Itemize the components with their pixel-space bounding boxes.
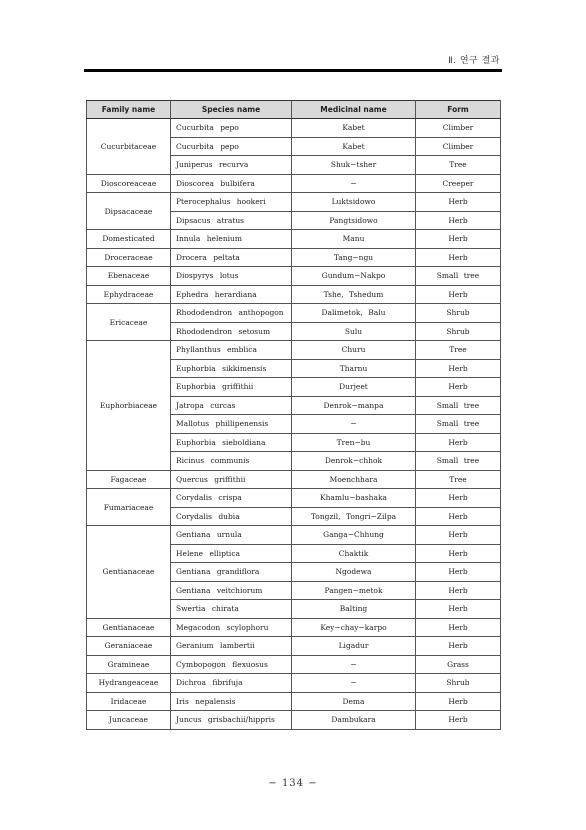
form-cell: Tree	[416, 156, 501, 175]
form-cell: Herb	[416, 433, 501, 452]
species-cell: Cucurbita pepo	[171, 137, 292, 156]
form-cell: Climber	[416, 119, 501, 138]
medicinal-name-cell: Tang−ngu	[292, 248, 416, 267]
table-row	[87, 341, 501, 360]
family-cell: Dipsacaceae	[87, 193, 171, 230]
column-header-form: Form	[416, 101, 501, 119]
family-cell: Fagaceae	[87, 470, 171, 489]
medicinal-name-cell: Khamlu−bashaka	[292, 489, 416, 508]
form-cell: Shrub	[416, 322, 501, 341]
form-cell: Herb	[416, 230, 501, 249]
form-cell: Herb	[416, 544, 501, 563]
family-cell: Ephydraceae	[87, 285, 171, 304]
form-cell: Small tree	[416, 452, 501, 471]
species-cell: Dioscorea bulbifera	[171, 174, 292, 193]
form-cell: Herb	[416, 526, 501, 545]
medicinal-name-cell: −	[292, 415, 416, 434]
table-row	[87, 285, 501, 304]
species-cell: Quercus griffithii	[171, 470, 292, 489]
section-header: Ⅱ. 연구 결과	[448, 56, 500, 66]
family-cell: Juncaceae	[87, 711, 171, 730]
form-cell: Herb	[416, 211, 501, 230]
family-cell: Droceraceae	[87, 248, 171, 267]
form-cell: Herb	[416, 489, 501, 508]
species-cell: Gentiana grandiflora	[171, 563, 292, 582]
medicinal-name-cell: Dalimetok, Balu	[292, 304, 416, 323]
medicinal-name-cell: Key−chay−karpo	[292, 618, 416, 637]
species-cell: Mallotus phillipenensis	[171, 415, 292, 434]
medicinal-name-cell: Pangtsidowo	[292, 211, 416, 230]
medicinal-name-cell: Chaktik	[292, 544, 416, 563]
species-cell: Euphorbia sikkimensis	[171, 359, 292, 378]
form-cell: Herb	[416, 359, 501, 378]
form-cell: Herb	[416, 563, 501, 582]
form-cell: Climber	[416, 137, 501, 156]
species-cell: Iris nepalensis	[171, 692, 292, 711]
medicinal-name-cell: Dambukara	[292, 711, 416, 730]
medicinal-name-cell: Sulu	[292, 322, 416, 341]
table-row	[87, 230, 501, 249]
table-row	[87, 267, 501, 286]
page-number: − 134 −	[268, 778, 318, 789]
medicinal-name-cell: Balting	[292, 600, 416, 619]
form-cell: Herb	[416, 285, 501, 304]
species-cell: Corydalis dubia	[171, 507, 292, 526]
medicinal-name-cell: Durjeet	[292, 378, 416, 397]
form-cell: Herb	[416, 692, 501, 711]
species-cell: Dipsacus atratus	[171, 211, 292, 230]
family-cell: Geraniaceae	[87, 637, 171, 656]
form-cell: Herb	[416, 248, 501, 267]
family-cell: Dioscoreaceae	[87, 174, 171, 193]
form-cell: Small tree	[416, 415, 501, 434]
medicinal-name-cell: Manu	[292, 230, 416, 249]
species-cell: Juncus grisbachii/hippris	[171, 711, 292, 730]
medicinal-name-cell: Gundum−Nakpo	[292, 267, 416, 286]
medicinal-name-cell: Kabet	[292, 119, 416, 138]
species-cell: Diospyrys lotus	[171, 267, 292, 286]
medicinal-name-cell: Ngodewa	[292, 563, 416, 582]
medicinal-name-cell: −	[292, 174, 416, 193]
species-cell: Phyllanthus emblica	[171, 341, 292, 360]
table-row	[87, 489, 501, 508]
table-row	[87, 526, 501, 545]
species-cell: Drocera peltata	[171, 248, 292, 267]
medicinal-name-cell: Tshe, Tshedum	[292, 285, 416, 304]
medicinal-plants-table	[86, 100, 501, 730]
species-cell: Innula helenium	[171, 230, 292, 249]
family-cell: Hydrangeaceae	[87, 674, 171, 693]
form-cell: Grass	[416, 655, 501, 674]
form-cell: Tree	[416, 341, 501, 360]
species-cell: Jatropa curcas	[171, 396, 292, 415]
table-row	[87, 248, 501, 267]
medicinal-name-cell: Ganga−Chhung	[292, 526, 416, 545]
table-row	[87, 174, 501, 193]
species-cell: Helene elliptica	[171, 544, 292, 563]
medicinal-name-cell: Ligadur	[292, 637, 416, 656]
form-cell: Shrub	[416, 304, 501, 323]
medicinal-name-cell: Moenchhara	[292, 470, 416, 489]
column-header-family: Family name	[87, 101, 171, 119]
family-cell: Gentianaceae	[87, 526, 171, 619]
form-cell: Herb	[416, 711, 501, 730]
header-rule	[84, 69, 502, 72]
species-cell: Ephedra herardiana	[171, 285, 292, 304]
table-row	[87, 304, 501, 323]
medicinal-name-cell: Kabet	[292, 137, 416, 156]
table-row	[87, 711, 501, 730]
medicinal-name-cell: −	[292, 674, 416, 693]
medicinal-name-cell: Denrok−manpa	[292, 396, 416, 415]
medicinal-name-cell: Pangen−metok	[292, 581, 416, 600]
medicinal-name-cell: −	[292, 655, 416, 674]
species-cell: Euphorbia sieboldiana	[171, 433, 292, 452]
species-cell: Dichroa fibrifuja	[171, 674, 292, 693]
table-row	[87, 119, 501, 138]
form-cell: Herb	[416, 600, 501, 619]
column-header-species: Species name	[171, 101, 292, 119]
species-cell: Ricinus communis	[171, 452, 292, 471]
table-row	[87, 692, 501, 711]
form-cell: Creeper	[416, 174, 501, 193]
table-row	[87, 193, 501, 212]
medicinal-name-cell: Tharnu	[292, 359, 416, 378]
form-cell: Tree	[416, 470, 501, 489]
family-cell: Domesticated	[87, 230, 171, 249]
form-cell: Herb	[416, 507, 501, 526]
medicinal-name-cell: Shuk−tsher	[292, 156, 416, 175]
column-header-medicinal: Medicinal name	[292, 101, 416, 119]
medicinal-name-cell: Tren−bu	[292, 433, 416, 452]
medicinal-name-cell: Denrok−chhok	[292, 452, 416, 471]
table-header-row	[87, 101, 501, 119]
table-row	[87, 470, 501, 489]
medicinal-name-cell: Luktsidowo	[292, 193, 416, 212]
table-row	[87, 637, 501, 656]
family-cell: Fumariaceae	[87, 489, 171, 526]
medicinal-name-cell: Dema	[292, 692, 416, 711]
family-cell: Gentianaceae	[87, 618, 171, 637]
table-row	[87, 655, 501, 674]
family-cell: Cucurbitaceae	[87, 119, 171, 175]
species-cell: Euphorbia griffithii	[171, 378, 292, 397]
species-cell: Cucurbita pepo	[171, 119, 292, 138]
form-cell: Herb	[416, 637, 501, 656]
species-cell: Juniperus recurva	[171, 156, 292, 175]
family-cell: Ebenaceae	[87, 267, 171, 286]
family-cell: Gramineae	[87, 655, 171, 674]
form-cell: Herb	[416, 581, 501, 600]
form-cell: Small tree	[416, 267, 501, 286]
species-cell: Megacodon scylophoru	[171, 618, 292, 637]
form-cell: Herb	[416, 193, 501, 212]
table-body	[87, 119, 501, 730]
species-cell: Swertia chirata	[171, 600, 292, 619]
family-cell: Ericaceae	[87, 304, 171, 341]
form-cell: Herb	[416, 618, 501, 637]
species-cell: Geranium lambertii	[171, 637, 292, 656]
species-cell: Rhododendron setosum	[171, 322, 292, 341]
family-cell: Euphorbiaceae	[87, 341, 171, 471]
medicinal-name-cell: Tongzil, Tongri−Zilpa	[292, 507, 416, 526]
species-cell: Rhododendron anthopogon	[171, 304, 292, 323]
table-row	[87, 674, 501, 693]
form-cell: Herb	[416, 378, 501, 397]
species-cell: Pterocephalus hookeri	[171, 193, 292, 212]
medicinal-name-cell: Churu	[292, 341, 416, 360]
species-cell: Cymbopogon flexuosus	[171, 655, 292, 674]
form-cell: Small tree	[416, 396, 501, 415]
species-cell: Gentiana urnula	[171, 526, 292, 545]
table-row	[87, 618, 501, 637]
family-cell: Iridaceae	[87, 692, 171, 711]
form-cell: Shrub	[416, 674, 501, 693]
species-cell: Corydalis crispa	[171, 489, 292, 508]
species-cell: Gentiana veitchiorum	[171, 581, 292, 600]
